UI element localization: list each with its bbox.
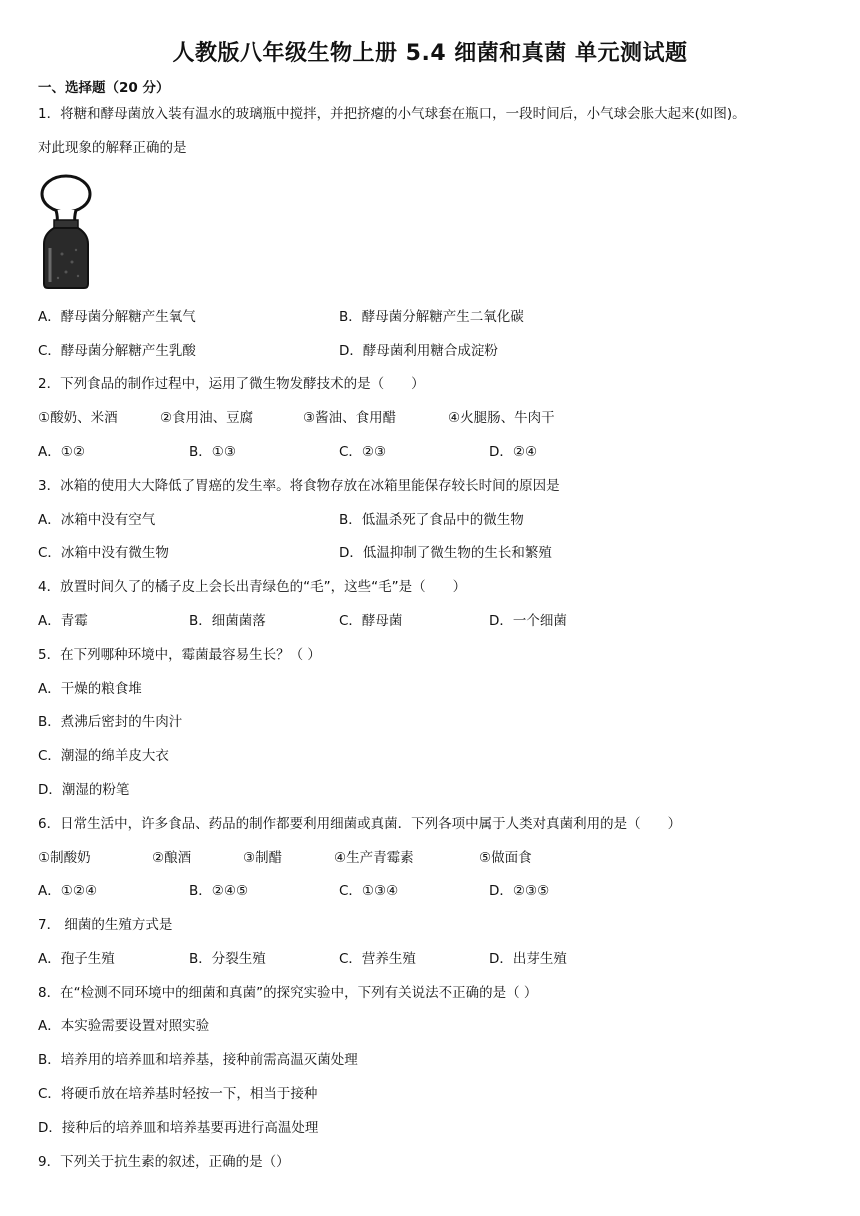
question-1-stem-line1: 1．将糖和酵母菌放入装有温水的玻璃瓶中搅拌，并把挤瘪的小气球套在瓶口，一段时间后，小气球会胀大起来(如图)。: [38, 106, 746, 122]
q3-option-d[interactable]: D．低温抑制了微生物的生长和繁殖: [339, 545, 552, 561]
q4-option-b[interactable]: B．细菌菌落: [189, 613, 266, 629]
q6-item-2: ②酿酒: [152, 850, 192, 866]
q6-option-a[interactable]: A．①②④: [38, 883, 98, 899]
question-8-stem: 8．在“检测不同环境中的细菌和真菌”的探究实验中，下列有关说法不正确的是（ ）: [38, 985, 538, 1001]
q2-item-3: ③酱油、食用醋: [303, 410, 397, 426]
q8-option-a[interactable]: A．本实验需要设置对照实验: [38, 1018, 210, 1034]
q6-item-1: ①制酸奶: [38, 850, 91, 866]
q6-option-c[interactable]: C．①③④: [339, 883, 399, 899]
question-5-stem: 5．在下列哪种环境中，霉菌最容易生长？（ ）: [38, 647, 321, 663]
q3-option-b[interactable]: B．低温杀死了食品中的微生物: [339, 512, 524, 528]
q2-option-d[interactable]: D．②④: [489, 444, 538, 460]
q7-option-d[interactable]: D．出芽生殖: [489, 951, 567, 967]
q5-option-b[interactable]: B．煮沸后密封的牛肉汁: [38, 714, 183, 730]
question-4-stem: 4．放置时间久了的橘子皮上会长出青绿色的“毛”，这些“毛”是（ ）: [38, 579, 467, 595]
q3-option-c[interactable]: C．冰箱中没有微生物: [38, 545, 169, 561]
page-title: 人教版八年级生物上册 5.4 细菌和真菌 单元测试题: [172, 41, 688, 66]
q2-option-a[interactable]: A．①②: [38, 444, 85, 460]
q8-option-b[interactable]: B．培养用的培养皿和培养基，接种前需高温灭菌处理: [38, 1052, 358, 1068]
q6-item-5: ⑤做面食: [479, 850, 532, 866]
question-9-stem: 9．下列关于抗生素的叙述，正确的是（）: [38, 1154, 290, 1170]
bottle-balloon-figure: [38, 174, 94, 292]
q8-option-d[interactable]: D．接种后的培养皿和培养基要再进行高温处理: [38, 1120, 319, 1136]
q3-option-a[interactable]: A．冰箱中没有空气: [38, 512, 156, 528]
q8-option-c[interactable]: C．将硬币放在培养基时轻按一下，相当于接种: [38, 1086, 318, 1102]
q5-option-d[interactable]: D．潮湿的粉笔: [38, 782, 130, 798]
q6-item-4: ④生产青霉素: [334, 850, 414, 866]
q5-option-c[interactable]: C．潮湿的绵羊皮大衣: [38, 748, 169, 764]
q6-option-b[interactable]: B．②④⑤: [189, 883, 249, 899]
q1-option-c[interactable]: C．酵母菌分解糖产生乳酸: [38, 343, 196, 359]
q4-option-c[interactable]: C．酵母菌: [339, 613, 403, 629]
q2-item-2: ②食用油、豆腐: [160, 410, 254, 426]
question-7-stem: 7． 细菌的生殖方式是: [38, 917, 173, 933]
q1-option-a[interactable]: A．酵母菌分解糖产生氧气: [38, 309, 196, 325]
q1-option-b[interactable]: B．酵母菌分解糖产生二氧化碳: [339, 309, 524, 325]
q4-option-d[interactable]: D．一个细菌: [489, 613, 567, 629]
question-1-stem-line2: 对此现象的解释正确的是: [38, 140, 187, 156]
q7-option-c[interactable]: C．营养生殖: [339, 951, 416, 967]
q6-option-d[interactable]: D．②③⑤: [489, 883, 550, 899]
q2-option-b[interactable]: B．①③: [189, 444, 236, 460]
question-2-stem: 2．下列食品的制作过程中，运用了微生物发酵技术的是（ ）: [38, 376, 425, 392]
q2-item-1: ①酸奶、米酒: [38, 410, 118, 426]
q6-item-3: ③制醋: [243, 850, 283, 866]
section-heading: 一、选择题（20 分）: [38, 80, 170, 96]
q2-option-c[interactable]: C．②③: [339, 444, 387, 460]
question-3-stem: 3．冰箱的使用大大降低了胃癌的发生率。将食物存放在冰箱里能保存较长时间的原因是: [38, 478, 560, 494]
question-6-stem: 6．日常生活中，许多食品、药品的制作都要利用细菌或真菌．下列各项中属于人类对真菌利用的是（ ）: [38, 816, 682, 832]
q5-option-a[interactable]: A．干燥的粮食堆: [38, 681, 142, 697]
q1-option-d[interactable]: D．酵母菌利用糖合成淀粉: [339, 343, 498, 359]
q2-item-4: ④火腿肠、牛肉干: [448, 410, 555, 426]
q7-option-a[interactable]: A．孢子生殖: [38, 951, 115, 967]
q4-option-a[interactable]: A．青霉: [38, 613, 88, 629]
q7-option-b[interactable]: B．分裂生殖: [189, 951, 266, 967]
